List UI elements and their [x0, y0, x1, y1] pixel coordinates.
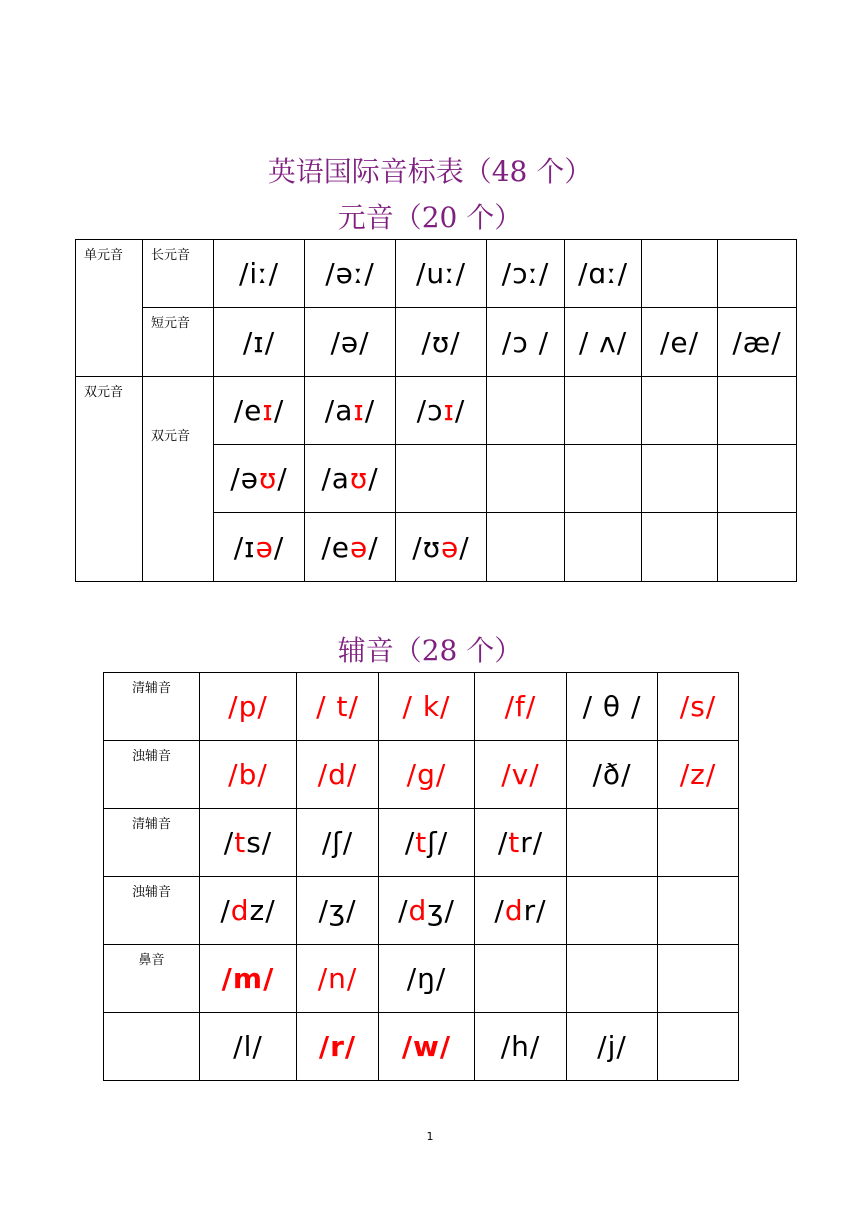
consonants-table — [103, 672, 739, 1081]
short-vowel: /æ/ — [718, 308, 797, 377]
diphthong: /ɪə/ — [214, 513, 305, 582]
consonant: /v/ — [475, 741, 567, 809]
long-vowel: /ɑː/ — [565, 240, 642, 308]
empty-cell — [487, 377, 565, 445]
short-vowel: /ə/ — [305, 308, 396, 377]
consonant: /tr/ — [475, 809, 567, 877]
consonant: /g/ — [379, 741, 475, 809]
consonant: /ð/ — [567, 741, 658, 809]
diphthong-sub-label: 双元音 — [143, 377, 214, 582]
short-vowel: /e/ — [642, 308, 718, 377]
consonant: /dr/ — [475, 877, 567, 945]
consonant: /f/ — [475, 673, 567, 741]
vowels-table — [75, 239, 797, 582]
consonant: /ʃ/ — [297, 809, 379, 877]
long-vowel: /əː/ — [305, 240, 396, 308]
empty-cell — [565, 377, 642, 445]
empty-cell — [565, 445, 642, 513]
empty-cell — [658, 809, 739, 877]
consonant: /dz/ — [200, 877, 297, 945]
consonant: /ʒ/ — [297, 877, 379, 945]
long-vowel: /ɔː/ — [487, 240, 565, 308]
short-vowel: /ʊ/ — [396, 308, 487, 377]
empty-cell — [642, 513, 718, 582]
consonant: /ts/ — [200, 809, 297, 877]
empty-cell — [567, 809, 658, 877]
nasal-consonant: /ŋ/ — [379, 945, 475, 1013]
empty-label-cell — [104, 1013, 200, 1081]
empty-cell — [642, 377, 718, 445]
diphthong: /ɔɪ/ — [396, 377, 487, 445]
diphthong: /aɪ/ — [305, 377, 396, 445]
voiced-label: 浊辅音 — [104, 741, 200, 809]
short-vowel: /ɪ/ — [214, 308, 305, 377]
empty-cell — [658, 877, 739, 945]
nasal-label: 鼻音 — [104, 945, 200, 1013]
consonant: / θ / — [567, 673, 658, 741]
page-number: 1 — [426, 1130, 434, 1143]
monophthong-label: 单元音 — [76, 240, 143, 377]
empty-cell — [718, 445, 797, 513]
consonants-heading: 辅音（28 个） — [337, 634, 523, 667]
consonant: /h/ — [475, 1013, 567, 1081]
empty-cell — [565, 513, 642, 582]
empty-cell — [718, 240, 797, 308]
empty-cell — [658, 1013, 739, 1081]
consonant: /z/ — [658, 741, 739, 809]
diphthong: /eə/ — [305, 513, 396, 582]
empty-cell — [567, 877, 658, 945]
consonant: /b/ — [200, 741, 297, 809]
voiceless-affricate-label: 清辅音 — [104, 809, 200, 877]
empty-cell — [567, 945, 658, 1013]
consonant: /dʒ/ — [379, 877, 475, 945]
long-vowel: /iː/ — [214, 240, 305, 308]
vowels-heading: 元音（20 个） — [337, 201, 523, 234]
empty-cell — [396, 445, 487, 513]
consonant: /j/ — [567, 1013, 658, 1081]
empty-cell — [487, 513, 565, 582]
consonant: /p/ — [200, 673, 297, 741]
consonant: /d/ — [297, 741, 379, 809]
consonant: / t/ — [297, 673, 379, 741]
consonant: /s/ — [658, 673, 739, 741]
diphthong: /eɪ/ — [214, 377, 305, 445]
short-vowel-label: 短元音 — [143, 308, 214, 377]
consonant: /l/ — [200, 1013, 297, 1081]
empty-cell — [475, 945, 567, 1013]
diphthong-label: 双元音 — [76, 377, 143, 582]
diphthong: /əʊ/ — [214, 445, 305, 513]
empty-cell — [718, 513, 797, 582]
consonant: /tʃ/ — [379, 809, 475, 877]
long-vowel: /uː/ — [396, 240, 487, 308]
diphthong: /aʊ/ — [305, 445, 396, 513]
voiceless-label: 清辅音 — [104, 673, 200, 741]
diphthong: /ʊə/ — [396, 513, 487, 582]
long-vowel-label: 长元音 — [143, 240, 214, 308]
page-title: 英语国际音标表（48 个） — [267, 155, 593, 188]
short-vowel: /ɔ / — [487, 308, 565, 377]
empty-cell — [718, 377, 797, 445]
nasal-consonant: /m/ — [200, 945, 297, 1013]
empty-cell — [658, 945, 739, 1013]
consonant: /r/ — [297, 1013, 379, 1081]
short-vowel: / ʌ/ — [565, 308, 642, 377]
consonant: / k/ — [379, 673, 475, 741]
consonant: /w/ — [379, 1013, 475, 1081]
empty-cell — [487, 445, 565, 513]
nasal-consonant: /n/ — [297, 945, 379, 1013]
empty-cell — [642, 445, 718, 513]
empty-cell — [642, 240, 718, 308]
voiced-affricate-label: 浊辅音 — [104, 877, 200, 945]
